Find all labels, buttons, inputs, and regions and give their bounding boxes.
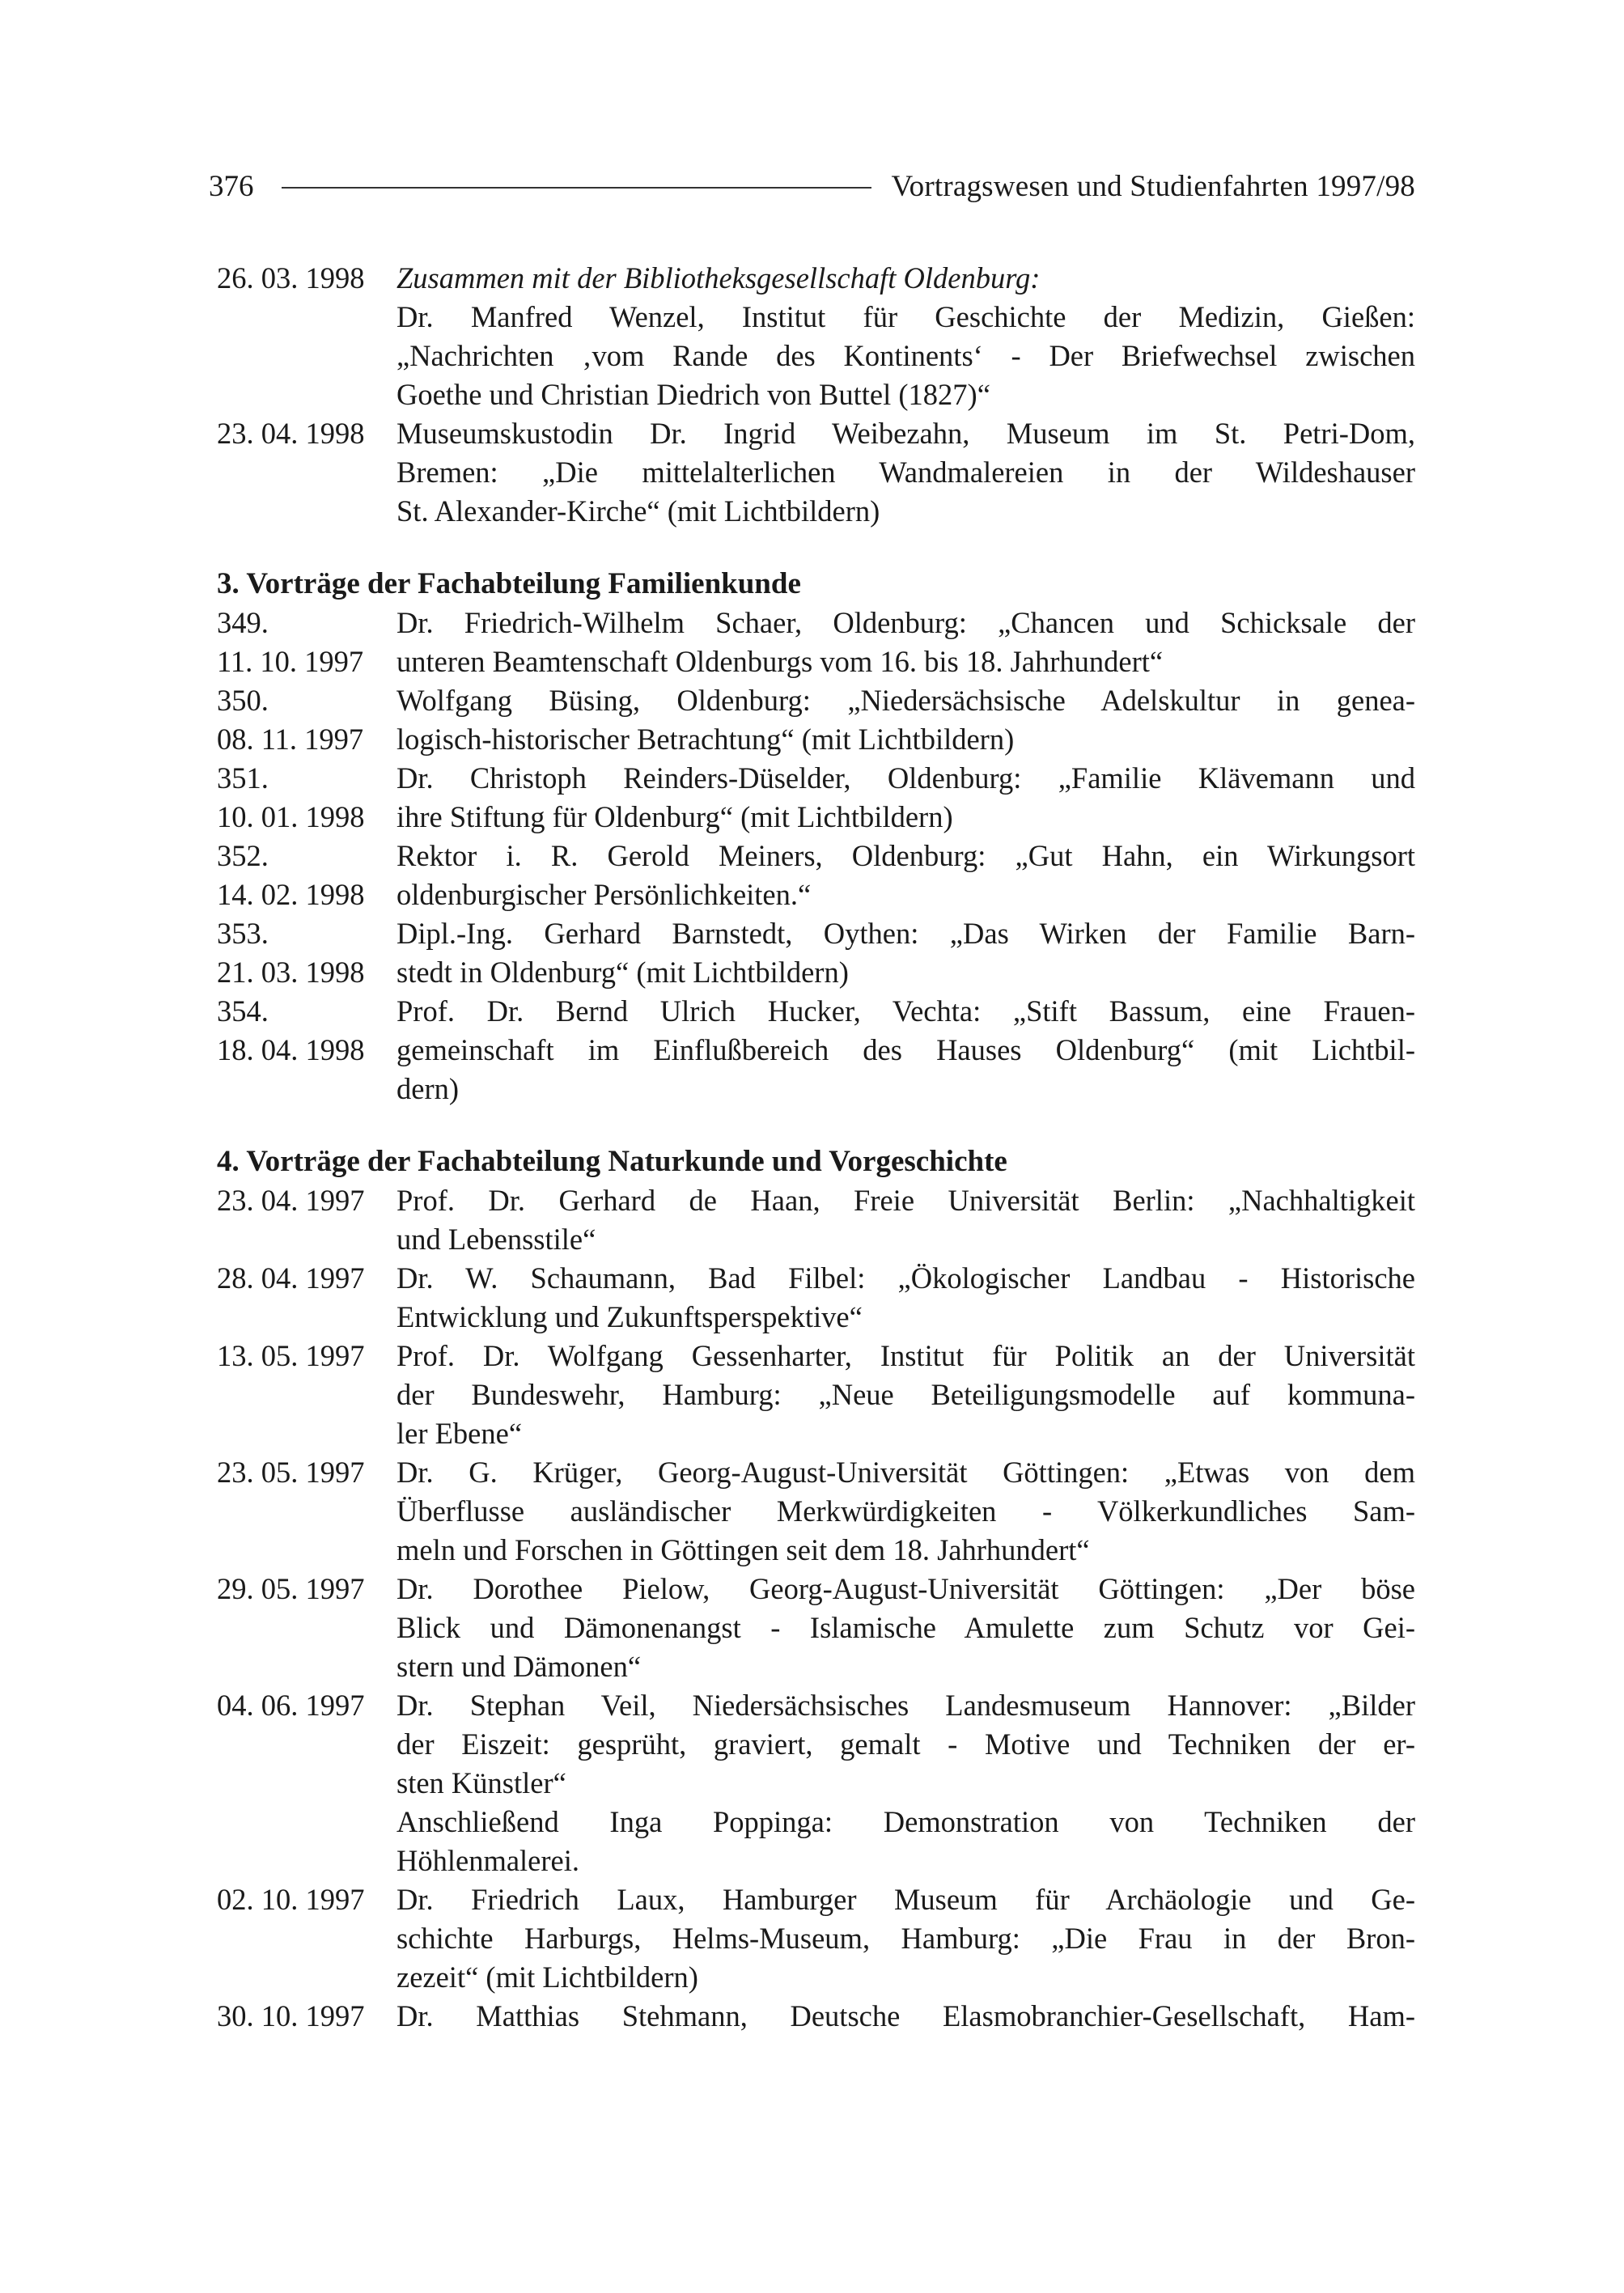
entry-text — [396, 1259, 1415, 1337]
entry-row — [217, 414, 1415, 531]
entry-date: 04. 06. 1997 — [217, 1689, 365, 1722]
entry-line: Dr. Stephan Veil, Niedersächsisches Landesmuseum Hannover: „Bilder — [396, 1689, 1415, 1722]
entry-number: 353. — [217, 917, 269, 950]
entry-text — [396, 759, 1415, 837]
entry-line: Dr. W. Schaumann, Bad Filbel: „Ökologischer Landbau - Historische — [396, 1261, 1415, 1295]
entry-line: Entwicklung und Zukunftsperspektive“ — [396, 1300, 863, 1333]
entry-date: 23. 04. 1998 — [217, 417, 365, 450]
entry-text — [396, 992, 1415, 1108]
entry-line: Dr. Friedrich-Wilhelm Schaer, Oldenburg: „Chancen und Schicksale der — [396, 606, 1415, 639]
entry-line: St. Alexander-Kirche“ (mit Lichtbildern) — [396, 494, 880, 528]
entry-number-date — [217, 914, 396, 992]
entry-date: 23. 04. 1997 — [217, 1184, 365, 1217]
entry-text — [396, 1453, 1415, 1570]
entry-text — [396, 1570, 1415, 1686]
entry-text — [396, 1337, 1415, 1453]
entry-number: 354. — [217, 994, 269, 1028]
page-number: 376 — [209, 169, 254, 203]
section-3-entries — [217, 604, 1415, 1108]
entry-row — [217, 259, 1415, 414]
header-rule — [282, 187, 872, 189]
entry-date: 23. 05. 1997 — [217, 1456, 365, 1489]
entry-date: 29. 05. 1997 — [217, 1572, 365, 1605]
page-content — [217, 259, 1415, 2036]
entry-date: 08. 11. 1997 — [217, 723, 364, 756]
entry-line: Dr. Dorothee Pielow, Georg-August-Universität Göttingen: „Der böse — [396, 1572, 1415, 1605]
entry-line: Anschließend Inga Poppinga: Demonstration von Techniken der — [396, 1805, 1415, 1838]
running-header — [209, 162, 1415, 210]
entry-text — [396, 1181, 1415, 1259]
entry-line: zezeit“ (mit Lichtbildern) — [396, 1960, 698, 1994]
entry-row — [217, 914, 1415, 992]
entry-line: Prof. Dr. Bernd Ulrich Hucker, Vechta: „Stift Bassum, eine Frauen- — [396, 994, 1415, 1028]
entry-line: unteren Beamtenschaft Oldenburgs vom 16. bis 18. Jahrhundert“ — [396, 645, 1164, 678]
entry-line: ihre Stiftung für Oldenburg“ (mit Lichtbildern) — [396, 800, 953, 833]
entry-number-date — [217, 837, 396, 914]
continuation-entries — [217, 259, 1415, 531]
entry-row — [217, 1997, 1415, 2036]
entry-line: stedt in Oldenburg“ (mit Lichtbildern) — [396, 956, 849, 989]
entry-text — [396, 837, 1415, 914]
entry-line: Museumskustodin Dr. Ingrid Weibezahn, Museum im St. Petri-Dom, — [396, 417, 1415, 450]
entry-date: 21. 03. 1998 — [217, 956, 365, 989]
entry-line: „Nachrichten ‚vom Rande des Kontinents‘ - Der Briefwechsel zwischen — [396, 339, 1415, 372]
entry-number: 350. — [217, 684, 269, 717]
entry-line: Höhlenmalerei. — [396, 1844, 580, 1877]
entry-line: meln und Forschen in Göttingen seit dem 18. Jahrhundert“ — [396, 1533, 1090, 1566]
entry-date: 18. 04. 1998 — [217, 1033, 365, 1066]
entry-row — [217, 1181, 1415, 1259]
entry-line: stern und Dämonen“ — [396, 1650, 642, 1683]
entry-row — [217, 681, 1415, 759]
entry-text — [396, 414, 1415, 531]
entry-line: Rektor i. R. Gerold Meiners, Oldenburg: „Gut Hahn, ein Wirkungsort — [396, 839, 1415, 872]
entry-line: logisch-historischer Betrachtung“ (mit Lichtbildern) — [396, 723, 1015, 756]
entry-line: oldenburgischer Persönlichkeiten.“ — [396, 878, 812, 911]
entry-text — [396, 1880, 1415, 1997]
entry-line: und Lebensstile“ — [396, 1223, 596, 1256]
entry-number: 351. — [217, 761, 269, 795]
entry-number: 352. — [217, 839, 269, 872]
entry-date: 14. 02. 1998 — [217, 878, 365, 911]
section-4-entries — [217, 1181, 1415, 2036]
entry-row — [217, 604, 1415, 681]
entry-text — [396, 914, 1415, 992]
entry-date: 30. 10. 1997 — [217, 1999, 365, 2032]
entry-number-date — [217, 681, 396, 759]
running-title: Vortragswesen und Studienfahrten 1997/98 — [891, 169, 1415, 203]
entry-row — [217, 759, 1415, 837]
entry-row — [217, 992, 1415, 1108]
entry-text — [396, 604, 1415, 681]
entry-line: gemeinschaft im Einflußbereich des Hauses Oldenburg“ (mit Lichtbil- — [396, 1033, 1415, 1066]
entry-line: Wolfgang Büsing, Oldenburg: „Niedersächsische Adelskultur in genea- — [396, 684, 1415, 717]
entry-date: 13. 05. 1997 — [217, 1339, 365, 1372]
entry-line: sten Künstler“ — [396, 1766, 566, 1799]
entry-row — [217, 1259, 1415, 1337]
entry-number-date — [217, 992, 396, 1108]
entry-date: 10. 01. 1998 — [217, 800, 365, 833]
entry-line: Zusammen mit der Bibliotheksgesellschaft Oldenburg: — [396, 261, 1041, 295]
entry-line: Goethe und Christian Diedrich von Buttel (1827)“ — [396, 378, 990, 411]
entry-date: 11. 10. 1997 — [217, 645, 364, 678]
entry-line: Dr. Christoph Reinders-Düselder, Oldenburg: „Familie Klävemann und — [396, 761, 1415, 795]
entry-line: Dr. G. Krüger, Georg-August-Universität Göttingen: „Etwas von dem — [396, 1456, 1415, 1489]
entry-line: Überflusse ausländischer Merkwürdigkeiten - Völkerkundliches Sam- — [396, 1494, 1415, 1528]
entry-row — [217, 1337, 1415, 1453]
entry-row — [217, 1453, 1415, 1570]
entry-text — [396, 1686, 1415, 1880]
entry-text — [396, 1997, 1415, 2036]
entry-line: der Bundeswehr, Hamburg: „Neue Beteiligungsmodelle auf kommuna- — [396, 1378, 1415, 1411]
entry-line: Dr. Manfred Wenzel, Institut für Geschichte der Medizin, Gießen: — [396, 300, 1415, 333]
entry-text — [396, 681, 1415, 759]
entry-line: Prof. Dr. Wolfgang Gessenharter, Institut für Politik an der Universität — [396, 1339, 1415, 1372]
entry-date: 26. 03. 1998 — [217, 261, 365, 295]
entry-date: 02. 10. 1997 — [217, 1883, 365, 1916]
entry-row — [217, 1570, 1415, 1686]
entry-line: Blick und Dämonenangst - Islamische Amulette zum Schutz vor Gei- — [396, 1611, 1415, 1644]
entry-line: Bremen: „Die mittelalterlichen Wandmalereien in der Wildeshauser — [396, 456, 1415, 489]
entry-number-date — [217, 604, 396, 681]
section-3-title: 3. Vorträge der Fachabteilung Familienkunde — [217, 567, 801, 600]
entry-line: dern) — [396, 1072, 460, 1105]
entry-row — [217, 837, 1415, 914]
entry-line: Prof. Dr. Gerhard de Haan, Freie Universität Berlin: „Nachhaltigkeit — [396, 1184, 1415, 1217]
entry-line: der Eiszeit: gesprüht, graviert, gemalt - Motive und Techniken der er- — [396, 1727, 1415, 1761]
entry-number-date — [217, 759, 396, 837]
entry-text — [396, 259, 1415, 414]
entry-row — [217, 1686, 1415, 1880]
section-4-title: 4. Vorträge der Fachabteilung Naturkunde und Vorgeschichte — [217, 1145, 1007, 1178]
entry-line: Dipl.-Ing. Gerhard Barnstedt, Oythen: „Das Wirken der Familie Barn- — [396, 917, 1415, 950]
entry-line: schichte Harburgs, Helms-Museum, Hamburg: „Die Frau in der Bron- — [396, 1922, 1415, 1955]
entry-date: 28. 04. 1997 — [217, 1261, 365, 1295]
entry-line: Dr. Friedrich Laux, Hamburger Museum für Archäologie und Ge- — [396, 1883, 1415, 1916]
entry-row — [217, 1880, 1415, 1997]
entry-number: 349. — [217, 606, 269, 639]
entry-line: ler Ebene“ — [396, 1417, 523, 1450]
entry-line: Dr. Matthias Stehmann, Deutsche Elasmobranchier-Gesellschaft, Ham- — [396, 1999, 1415, 2032]
